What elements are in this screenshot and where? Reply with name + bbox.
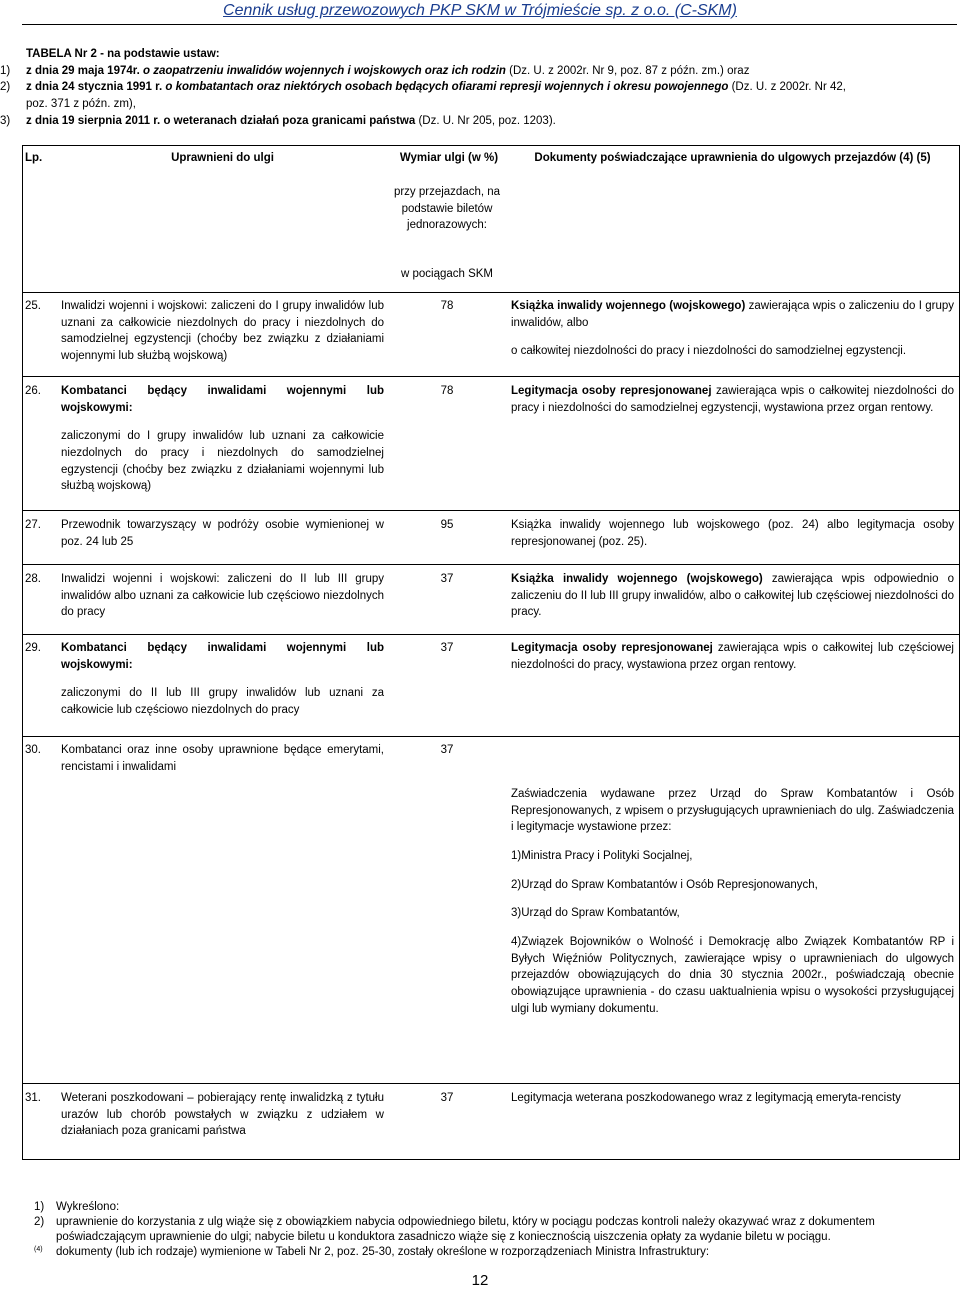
row-pct: 78 bbox=[440, 300, 454, 312]
basis-item-1 bbox=[0, 63, 950, 80]
footnote-num: (4) bbox=[34, 1245, 43, 1253]
header-pct: Wymiar ulgi (w %) bbox=[399, 152, 499, 164]
basis-ref: (Dz. U. z 2002r. Nr 9, poz. 87 z późn. zm.) oraz bbox=[509, 64, 750, 77]
row-who: Inwalidzi wojenni i wojskowi: zaliczeni do I grupy inwalidów lub uznani za całkowicie niezdolnych do pracy i niezdolnych do samodzielnej egzystencji (choćby bez związku z działaniami wojennymi lub służbą wojskową) bbox=[61, 300, 384, 363]
header-sub2: w pociągach SKM bbox=[400, 268, 494, 280]
doc-bold: Książka inwalidy wojennego (wojskowego) bbox=[511, 300, 746, 312]
row-divider bbox=[23, 510, 959, 511]
basis-act: o kombatantach oraz niektórych osobach będących ofiarami represji wojennych i okresu powojennego bbox=[165, 81, 729, 94]
row-lp: 25. bbox=[25, 300, 41, 312]
row-who: Kombatanci oraz inne osoby uprawnione będące emerytami, rencistami i inwalidami bbox=[61, 744, 384, 773]
who-head: Kombatanci będący inwalidami wojennymi lub wojskowymi: bbox=[61, 642, 384, 671]
header-who: Uprawnieni do ulgi bbox=[171, 152, 274, 164]
row-pct: 78 bbox=[440, 385, 454, 397]
row-pct: 37 bbox=[440, 642, 454, 654]
row-docs bbox=[511, 640, 954, 673]
basis-date: z dnia 29 maja 1974r. bbox=[26, 64, 140, 77]
basis-num: 3) bbox=[0, 114, 11, 127]
header-rule bbox=[22, 24, 957, 25]
basis-item-2 bbox=[0, 79, 950, 96]
row-pct: 95 bbox=[440, 519, 454, 531]
footnote bbox=[34, 1200, 944, 1215]
row-divider bbox=[23, 634, 959, 635]
doc-text: zawierająca wpis odpowiednio o zaliczeniu do II lub III grupy inwalidów, albo o całkowitej lub częściowej niezdolności do pracy. bbox=[511, 573, 955, 619]
doc-bold: Legitymacja osoby represjonowanej bbox=[511, 385, 712, 397]
doc-text-2: o całkowitej niezdolności do pracy i niezdolności do samodzielnej egzystencji. bbox=[511, 345, 907, 358]
page-number: 12 bbox=[471, 1272, 489, 1289]
row-pct: 37 bbox=[440, 744, 454, 756]
row-who: Inwalidzi wojenni i wojskowi: zaliczeni do II lub III grupy inwalidów albo uznani za całkowicie lub częściowo niezdolnych do pracy bbox=[61, 573, 384, 619]
doc-para: 2)Urząd do Spraw Kombatantów i Osób Represjonowanych, bbox=[511, 878, 818, 891]
row-docs bbox=[511, 383, 954, 416]
row-who: Weterani poszkodowani – pobierający rentę inwalidzką z tytułu urazów lub chorób powstałych w związku z udziałem w działaniach poza granicami państwa bbox=[61, 1092, 384, 1138]
row-divider bbox=[23, 292, 959, 293]
basis-num: 2) bbox=[0, 81, 11, 94]
row-docs bbox=[511, 298, 954, 360]
doc-text: zawierająca wpis o całkowitej niezdolności do pracy i niezdolności do samodzielnej egzystencji, wystawiona przez organ rentowy. bbox=[511, 385, 954, 414]
row-lp: 26. bbox=[25, 385, 41, 397]
basis-date: z dnia 24 stycznia 1991 r. bbox=[26, 81, 163, 94]
doc-para: 1)Ministra Pracy i Polityki Socjalnej, bbox=[511, 850, 693, 863]
doc-para: 3)Urząd do Spraw Kombatantów, bbox=[511, 907, 680, 920]
row-lp: 31. bbox=[25, 1092, 41, 1104]
row-docs: Legitymacja weterana poszkodowanego wraz z legitymacją emeryta-rencisty bbox=[511, 1092, 901, 1104]
row-divider bbox=[23, 1083, 959, 1084]
doc-bold: Legitymacja osoby represjonowanej bbox=[511, 642, 713, 654]
row-lp: 28. bbox=[25, 573, 41, 585]
row-lp: 30. bbox=[25, 744, 41, 756]
row-docs: Książka inwalidy wojennego lub wojskowego (poz. 24) albo legitymacja osoby represjonowanej (poz. 25). bbox=[511, 519, 954, 548]
basis-date: z dnia 19 sierpnia 2011 r. o weteranach działań poza granicami państwa bbox=[26, 114, 416, 127]
header-docs: Dokumenty poświadczające uprawnienia do ulgowych przejazdów (4) (5) bbox=[534, 152, 931, 164]
footnote bbox=[34, 1245, 944, 1261]
legal-basis bbox=[0, 46, 950, 129]
footnote-text: uprawnienie do korzystania z ulg wiąże się z obowiązkiem nabycia odpowiedniego biletu, który w pociągu podczas kontroli należy okazywać wraz z dokumentem poświadczającym uprawnienie do ulgi; nabycie biletu u konduktora zasadniczo wiąże się z koniecznością uiszczenia opłaty za wydanie biletu w pociągu. bbox=[56, 1215, 875, 1243]
row-docs bbox=[511, 786, 954, 1017]
basis-act: o zaopatrzeniu inwalidów wojennych i wojskowych oraz ich rodzin bbox=[143, 64, 506, 77]
basis-ref: (Dz. U. z 2002r. Nr 42, bbox=[731, 81, 846, 94]
table-title: TABELA Nr 2 - na podstawie ustaw: bbox=[26, 48, 220, 60]
basis-cont: poz. 371 z późn. zm), bbox=[26, 98, 136, 111]
footnote-num: 1) bbox=[34, 1201, 45, 1213]
doc-para: 4)Związek Bojowników o Wolność i Demokrację albo Związek Kombatantów RP i Byłych Więźniów Politycznych, zawierające wpisy o uprawnieniach do ulgowych przejazdów obowiązujących do dnia 30 stycznia 2002r., poświadczają obecnie obowiązujące uprawnienia - do czasu uaktualnienia wpisu o wysokości przysługującej ulgi lub wymiany dokumentu. bbox=[511, 936, 954, 1015]
row-who bbox=[61, 383, 384, 495]
row-divider bbox=[23, 564, 959, 565]
who-text: zaliczonymi do II lub III grupy inwalidów lub uznani za całkowicie lub częściowo niezdolnych do pracy bbox=[61, 687, 384, 717]
basis-item-3 bbox=[0, 113, 950, 130]
row-docs bbox=[511, 571, 954, 621]
row-lp: 29. bbox=[25, 642, 41, 654]
doc-text: zawierająca wpis o zaliczeniu do I grupy inwalidów, albo bbox=[511, 300, 955, 329]
discount-table bbox=[22, 145, 960, 1160]
row-pct: 37 bbox=[440, 573, 454, 585]
footnote-num: 2) bbox=[34, 1215, 45, 1228]
footnote bbox=[34, 1215, 944, 1245]
header-lp: Lp. bbox=[25, 152, 43, 164]
doc-text: zawierająca wpis o całkowitej lub częściowej niezdolności do pracy, wystawiona przez organ rentowy. bbox=[511, 642, 954, 671]
who-text: zaliczonymi do I grupy inwalidów lub uznani za całkowicie niezdolnych do pracy i niezdolnych do samodzielnej egzystencji (choćby bez związku z działaniami wojennymi lub służbą wojskową) bbox=[61, 430, 384, 493]
row-divider bbox=[23, 736, 959, 737]
basis-num: 1) bbox=[0, 64, 11, 77]
doc-bold: Książka inwalidy wojennego (wojskowego) bbox=[511, 573, 763, 585]
row-who: Przewodnik towarzyszący w podróży osobie wymienionej w poz. 24 lub 25 bbox=[61, 519, 384, 548]
footnotes bbox=[34, 1200, 944, 1261]
row-who bbox=[61, 640, 384, 719]
page-header: Cennik usług przewozowych PKP SKM w Trójmieście sp. z o.o. (C-SKM) bbox=[223, 2, 737, 19]
row-lp: 27. bbox=[25, 519, 41, 531]
footnote-text: Wykreślono: bbox=[56, 1201, 120, 1213]
basis-ref: (Dz. U. Nr 205, poz. 1203). bbox=[418, 114, 556, 127]
who-head: Kombatanci będący inwalidami wojennymi lub wojskowymi: bbox=[61, 385, 384, 414]
row-pct: 37 bbox=[440, 1092, 454, 1104]
row-divider bbox=[23, 376, 959, 377]
footnote-text: dokumenty (lub ich rodzaje) wymienione w Tabeli Nr 2, poz. 25-30, zostały określone w rozporządzeniach Ministra Infrastruktury: bbox=[56, 1245, 710, 1258]
header-sub1: przy przejazdach, na podstawie biletów jednorazowych: bbox=[393, 186, 501, 232]
doc-para: Zaświadczenia wydawane przez Urząd do Spraw Kombatantów i Osób Represjonowanych, z wpisem o przysługujących uprawnieniach do ulg. Zaświadczenia i legitymacje wystawione przez: bbox=[511, 788, 954, 834]
